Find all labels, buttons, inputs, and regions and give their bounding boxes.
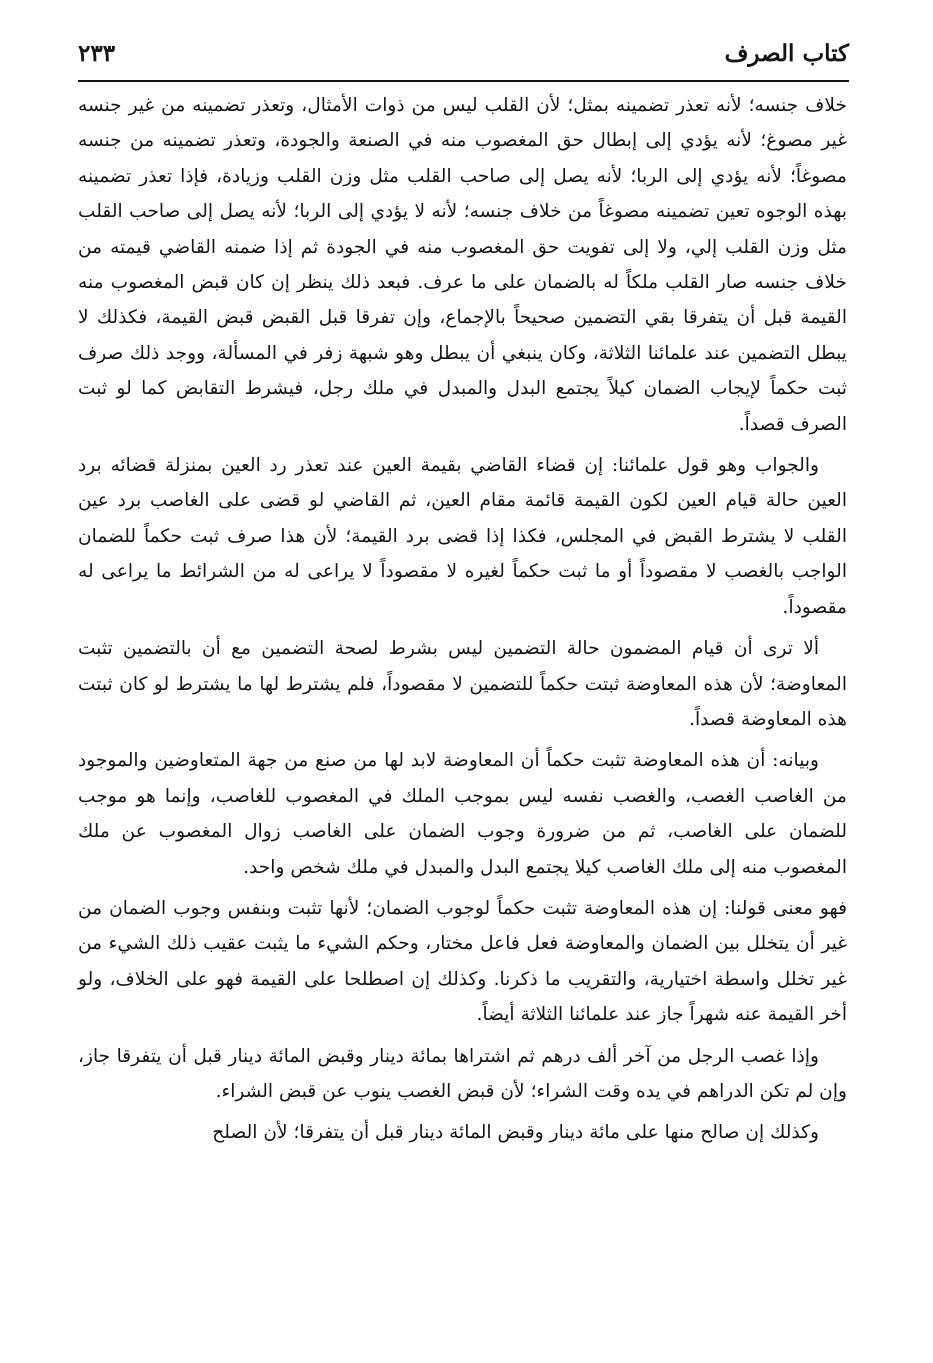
header-divider — [78, 80, 849, 82]
paragraph-5: فهو معنى قولنا: إن هذه المعاوضة تثبت حكماً لوجوب الضمان؛ لأنها تثبت وبنفس وجوب الضمان من غير أن يتخلل بين الضمان والمعاوضة فعل فاعل مختار، وحكم الشيء ما يثبت عقيب ذلك الشيء من غير تخلل واسطة اختيارية، والتقريب ما ذكرنا. وكذلك إن اصطلحا على القيمة فهو على الخلاف، ولو أخر القيمة عنه شهراً جاز عند علمائنا الثلاثة أيضاً. — [78, 897, 847, 1026]
page-body — [78, 88, 847, 1151]
book-title: كتاب الصرف — [724, 39, 849, 67]
paragraph-6: وإذا غصب الرجل من آخر ألف درهم ثم اشتراها بمائة دينار وقبض المائة دينار قبل أن يتفرقا جاز، وإن لم تكن الدراهم في يده وقت الشراء؛ لأن قبض الغصب ينوب عن قبض الشراء. — [78, 1045, 847, 1102]
page-header — [78, 30, 849, 76]
paragraph-2: والجواب وهو قول علمائنا: إن قضاء القاضي بقيمة العين عند تعذر رد العين بمنزلة قضائه برد العين حالة قيام العين لكون القيمة قائمة مقام العين، ثم القاضي لو قضى على الغاصب برد عين القلب لا يشترط القبض في المجلس، فكذا إذا قضى برد القيمة؛ لأن هذا صرف ثبت حكماً للضمان الواجب بالغصب لا مقصوداً أو ما ثبت حكماً لغيره لا مقصوداً لا يراعى له من الشرائط ما يراعى له مقصوداً. — [78, 455, 847, 618]
paragraph-1: خلاف جنسه؛ لأنه تعذر تضمينه بمثل؛ لأن القلب ليس من ذوات الأمثال، وتعذر تضمينه من غير جنسه غير مصوغ؛ لأنه يؤدي إلى إبطال حق المغصوب منه في الصنعة والجودة، وتعذر تضمينه من جنسه مصوغاً؛ لأنه يؤدي إلى الربا؛ لأنه يصل إلى صاحب القلب مثل وزن القلب وزيادة، فإذا تعذر تضمينه بهذه الوجوه تعين تضمينه مصوغاً من خلاف جنسه؛ لأنه لا يؤدي إلى الربا؛ لأنه يصل إلى صاحب القلب مثل وزن القلب إلي، ولا إلى تفويت حق المغصوب منه في الجودة ثم إذا ضمنه القاضي قيمته من خلاف جنسه صار القلب ملكاً له بالضمان على ما عرف. فبعد ذلك ينظر إن كان قبض المغصوب منه القيمة قبل أن يتفرقا بقي التضمين صحيحاً بالإجماع، وإن تفرقا قبل القبض قبض القيمة، فكذلك لا يبطل التضمين عند علمائنا الثلاثة، وكان ينبغي أن يبطل وهو شبهة زفر في المسألة، ووجد ذلك صرف ثبت حكماً لإيجاب الضمان كيلاً يجتمع البدل والمبدل في ملك رجل، فيشرط التقابض كما لو ثبت الصرف قصداً. — [78, 95, 847, 435]
paragraph-4: وبيانه: أن هذه المعاوضة تثبت حكماً أن المعاوضة لابد لها من صنع من جهة المتعاوضين والموجود من الغاصب الغصب، والغصب نفسه ليس بموجب الملك في المغصوب للغاصب، وإنما هو موجب للضمان على الغاصب، ثم من ضرورة وجوب الضمان على الغاصب زوال المغصوب عن ملك المغصوب منه إلى ملك الغاصب كيلا يجتمع البدل والمبدل في ملك شخص واحد. — [78, 750, 847, 878]
paragraph-3: ألا ترى أن قيام المضمون حالة التضمين ليس بشرط لصحة التضمين مع أن بالتضمين تثبت المعاوضة؛ لأن هذه المعاوضة ثبتت حكماً للتضمين لا مقصوداً، فلم يشترط لها ما يشترط لو كان ثبتت هذه المعاوضة قصداً. — [78, 638, 847, 730]
page-number: ٢٣٣ — [78, 39, 116, 67]
paragraph-7: وكذلك إن صالح منها على مائة دينار وقبض المائة دينار قبل أن يتفرقا؛ لأن الصلح — [212, 1122, 819, 1144]
